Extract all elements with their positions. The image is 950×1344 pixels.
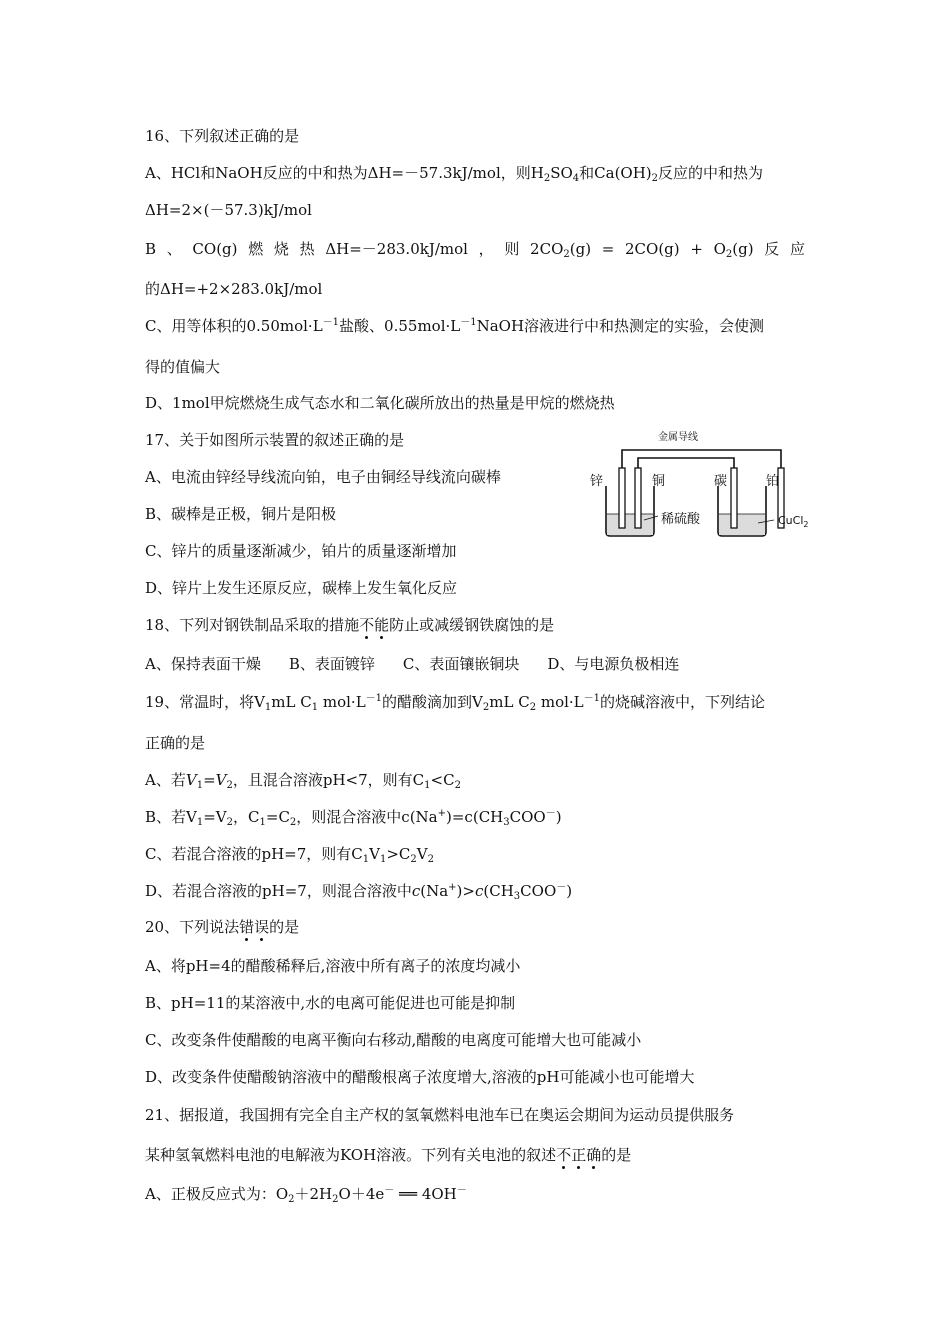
q21-stem-cont: 某种氢氧燃料电池的电解液为KOH溶液。下列有关电池的叙述不正确的是 (145, 1146, 632, 1164)
q17-option-b: B、碳棒是正极，铜片是阳极 (145, 505, 337, 523)
q21-stem: 21、据报道，我国拥有完全自主产权的氢氧燃料电池车已在奥运会期间为运动员提供服务 (145, 1106, 735, 1124)
q19-option-b: B、若$V_1=V_2$，$C_1=C_2$，则混合溶液中$c(Na^+)=c(CH_3COO^-)$ (145, 808, 562, 828)
figure-label-platinum: 铂 (766, 474, 780, 489)
figure-copper-electrode (635, 468, 641, 528)
q19-option-d: D、若混合溶液的pH=7，则混合溶液中$c(Na^+)>c(CH_3COO^-)$ (145, 882, 573, 902)
q16-option-c-cont: 得的值偏大 (145, 358, 221, 376)
figure-label-cucl2: CuCl$_2$ (778, 514, 809, 529)
q19-stem: 19、常温时，将$V_1mL$ $C_1$ $mol\cdot L^{-1}$的醋酸滴加到$V_2mL$ $C_2$ $mol\cdot L^{-1}$的烧碱溶液中，下列结论 (145, 693, 766, 713)
q19-stem-cont: 正确的是 (145, 734, 206, 752)
q17-stem: 17、关于如图所示装置的叙述正确的是 (145, 431, 405, 449)
figure-inner-wire (638, 458, 734, 468)
q16-option-a: A、HCl和NaOH反应的中和热为ΔH=－57.3kJ/mol，则$H_2SO_4$和$Ca(OH)_2$反应的中和热为 (145, 164, 764, 184)
figure-carbon-electrode (731, 468, 737, 528)
q16-option-b: B 、 CO(g) 燃 烧 热 ΔH=－283.0kJ/mol ， 则 $2CO_2(g)$ = 2CO(g) + $O_2(g)$ 反 应 (145, 240, 805, 260)
q21-option-a: A、正极反应式为：$O_2+2H_2O+4e^-$ ══ 4OH－ (145, 1185, 467, 1205)
q18-options (145, 654, 707, 674)
q18-option-a: A、保持表面干燥 (145, 655, 261, 673)
q18-option-b: B、表面镀锌 (288, 655, 375, 673)
q18-stem: 18、下列对钢铁制品采取的措施不能防止或减缓钢铁腐蚀的是 (145, 616, 555, 634)
q20-option-b: B、pH=11的某溶液中,水的电离可能促进也可能是抑制 (145, 994, 516, 1012)
figure-label-acid: 稀硫酸 (661, 512, 701, 527)
q18-option-c: C、表面镶嵌铜块 (402, 655, 520, 673)
q20-option-d: D、改变条件使醋酸钠溶液中的醋酸根离子浓度增大,溶液的pH可能减小也可能增大 (145, 1068, 695, 1086)
figure-label-wire: 金属导线 (658, 432, 698, 443)
figure-metal-wire (622, 450, 781, 468)
q17-option-d: D、锌片上发生还原反应，碳棒上发生氧化反应 (145, 579, 458, 597)
figure-label-copper: 铜 (652, 474, 666, 489)
q19-option-c: C、若混合溶液的pH=7，则有$C_1V_1>C_2V_2$ (145, 845, 434, 865)
q20-stem: 20、下列说法错误的是 (145, 918, 300, 936)
figure-label-carbon: 碳 (714, 474, 728, 489)
q16-option-d: D、1mol甲烷燃烧生成气态水和二氧化碳所放出的热量是甲烷的燃烧热 (145, 394, 615, 412)
q18-option-d: D、与电源负极相连 (547, 655, 680, 673)
q17-option-a: A、电流由锌经导线流向铂，电子由铜经导线流向碳棒 (145, 468, 501, 486)
q16-stem: 16、下列叙述正确的是 (145, 127, 300, 145)
q17-option-c: C、锌片的质量逐渐减少，铂片的质量逐渐增加 (145, 542, 457, 560)
figure-left-solution (607, 514, 653, 535)
q20-option-c: C、改变条件使醋酸的电离平衡向右移动,醋酸的电离度可能增大也可能减小 (145, 1031, 642, 1049)
figure-right-solution (719, 514, 765, 535)
figure-zinc-electrode (619, 468, 625, 528)
q16-option-b-cont: 的ΔH=+2×283.0kJ/mol (145, 280, 323, 298)
galvanic-cell-figure (586, 428, 826, 543)
figure-label-zinc: 锌 (590, 474, 604, 489)
q20-option-a: A、将pH=4的醋酸稀释后,溶液中所有离子的浓度均减小 (145, 957, 521, 975)
q16-option-c: C、用等体积的$0.50mol\cdot L^{-1}$盐酸、$0.55mol\cdot L^{-1}NaOH$溶液进行中和热测定的实验，会使测 (145, 317, 765, 335)
q16-option-a-cont: ΔH=2×(－57.3)kJ/mol (145, 201, 312, 219)
q19-option-a: A、若$V_1=V_2$，且混合溶液pH<7，则有$C_1<C_2$ (145, 771, 461, 791)
